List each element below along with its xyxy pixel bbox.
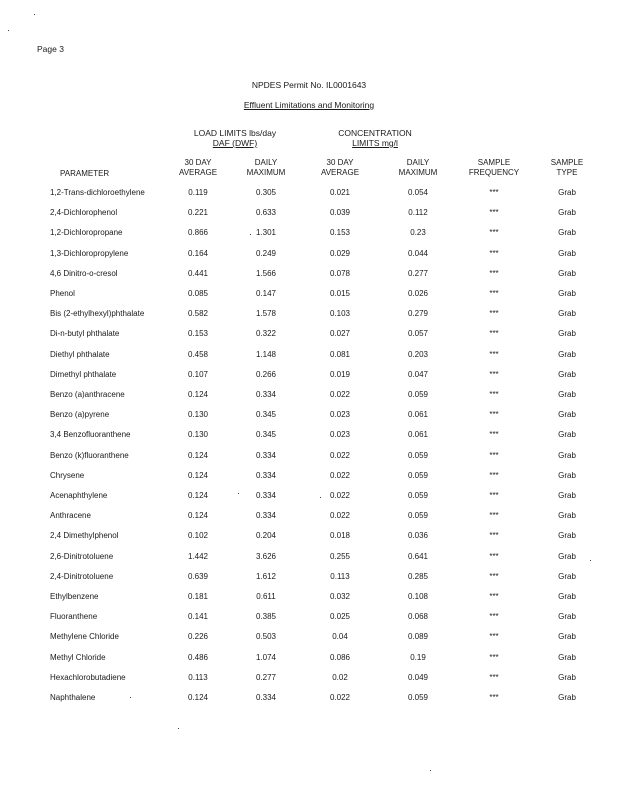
type-cell: Grab [558, 531, 576, 540]
type-cell: Grab [558, 228, 576, 237]
load-max-cell: 0.345 [255, 430, 277, 439]
load-max-cell: 0.334 [255, 511, 277, 520]
scan-speck [590, 560, 591, 561]
frequency-header-line2: FREQUENCY [468, 168, 520, 177]
conc-max-header-line2: MAXIMUM [398, 168, 438, 177]
parameter-cell: Ethylbenzene [50, 592, 99, 601]
frequency-cell: *** [489, 471, 499, 480]
concentration-group-header [315, 128, 435, 148]
frequency-cell: *** [489, 451, 499, 460]
load-avg-cell: 0.124 [187, 511, 209, 520]
load-avg-cell: 0.153 [187, 329, 209, 338]
table-row [0, 249, 618, 261]
type-cell: Grab [558, 289, 576, 298]
load-avg-cell: 0.221 [187, 208, 209, 217]
type-cell: Grab [558, 592, 576, 601]
table-row [0, 269, 618, 281]
parameter-cell: Di-n-butyl phthalate [50, 329, 120, 338]
load-max-cell: 0.385 [255, 612, 277, 621]
frequency-cell: *** [489, 370, 499, 379]
load-avg-header-line2: AVERAGE [178, 168, 218, 177]
conc-avg-header-line2: AVERAGE [320, 168, 360, 177]
conc-max-cell: 0.047 [407, 370, 429, 379]
table-row [0, 410, 618, 422]
type-cell: Grab [558, 350, 576, 359]
conc-max-cell: 0.057 [407, 329, 429, 338]
section-subtitle: Effluent Limitations and Monitoring [243, 100, 375, 110]
type-cell: Grab [558, 572, 576, 581]
load-max-cell: 1.148 [255, 350, 277, 359]
load-avg-cell: 0.866 [187, 228, 209, 237]
parameter-cell: Fluoranthene [50, 612, 98, 621]
type-cell: Grab [558, 390, 576, 399]
conc-avg-cell: 0.255 [329, 552, 351, 561]
table-row [0, 390, 618, 402]
load-max-cell: 0.334 [255, 471, 277, 480]
load-max-cell: 0.503 [255, 632, 277, 641]
load-max-cell: 0.305 [255, 188, 277, 197]
concentration-line2: LIMITS mg/l [352, 138, 398, 148]
parameter-cell: 2,6-Dinitrotoluene [50, 552, 114, 561]
conc-avg-cell: 0.022 [329, 451, 351, 460]
frequency-cell: *** [489, 653, 499, 662]
scan-speck [34, 14, 35, 15]
scan-speck [430, 770, 431, 771]
type-cell: Grab [558, 249, 576, 258]
parameter-cell: 3,4 Benzofluoranthene [50, 430, 131, 439]
load-limits-line1: LOAD LIMITS lbs/day [193, 128, 277, 138]
table-row [0, 471, 618, 483]
table-row [0, 350, 618, 362]
load-avg-cell: 0.582 [187, 309, 209, 318]
type-cell: Grab [558, 612, 576, 621]
frequency-cell: *** [489, 632, 499, 641]
frequency-header-line1: SAMPLE [477, 158, 511, 167]
load-max-cell: 1.074 [255, 653, 277, 662]
parameter-cell: 2,4-Dinitrotoluene [50, 572, 114, 581]
conc-max-cell: 0.277 [407, 269, 429, 278]
frequency-cell: *** [489, 329, 499, 338]
frequency-cell: *** [489, 511, 499, 520]
conc-max-cell: 0.044 [407, 249, 429, 258]
type-cell: Grab [558, 673, 576, 682]
frequency-cell: *** [489, 269, 499, 278]
parameter-cell: 2,4 Dimethylphenol [50, 531, 119, 540]
conc-avg-cell: 0.103 [329, 309, 351, 318]
type-cell: Grab [558, 329, 576, 338]
frequency-cell: *** [489, 228, 499, 237]
load-max-cell: 0.334 [255, 390, 277, 399]
load-avg-cell: 0.119 [188, 188, 208, 197]
type-column-header [551, 158, 583, 178]
conc-avg-cell: 0.153 [329, 228, 351, 237]
frequency-cell: *** [489, 188, 499, 197]
frequency-cell: *** [489, 552, 499, 561]
conc-avg-cell: 0.029 [329, 249, 351, 258]
table-row [0, 289, 618, 301]
load-max-cell: 1.612 [255, 572, 277, 581]
conc-max-cell: 0.059 [407, 390, 429, 399]
load-avg-cell: 0.124 [187, 491, 209, 500]
conc-avg-cell: 0.025 [329, 612, 351, 621]
conc-avg-cell: 0.022 [329, 491, 351, 500]
load-avg-cell: 0.141 [187, 612, 209, 621]
load-avg-cell: 0.441 [187, 269, 209, 278]
type-cell: Grab [558, 491, 576, 500]
conc-max-cell: 0.203 [407, 350, 429, 359]
load-avg-cell: 0.181 [187, 592, 209, 601]
frequency-cell: *** [489, 693, 499, 702]
conc-avg-cell: 0.032 [329, 592, 351, 601]
load-limits-line2: DAF (DWF) [212, 138, 258, 148]
conc-avg-cell: 0.113 [330, 572, 350, 581]
scan-speck [8, 30, 9, 31]
parameter-cell: Naphthalene [50, 693, 96, 702]
parameter-cell: 1,2-Dichloropropane [50, 228, 123, 237]
table-row [0, 531, 618, 543]
parameter-cell: Hexachlorobutadiene [50, 673, 126, 682]
frequency-cell: *** [489, 289, 499, 298]
type-cell: Grab [558, 269, 576, 278]
load-avg-header-line1: 30 DAY [184, 158, 212, 167]
load-avg-cell: 0.639 [187, 572, 209, 581]
frequency-cell: *** [489, 249, 499, 258]
parameter-cell: Chrysene [50, 471, 85, 480]
conc-max-cell: 0.059 [407, 451, 429, 460]
scan-speck [238, 493, 239, 494]
table-row [0, 370, 618, 382]
type-cell: Grab [558, 370, 576, 379]
table-row [0, 612, 618, 624]
scan-speck [320, 497, 321, 498]
conc-max-cell: 0.054 [407, 188, 429, 197]
conc-max-cell: 0.049 [407, 673, 429, 682]
load-avg-cell: 0.130 [187, 430, 209, 439]
conc-avg-cell: 0.019 [329, 370, 351, 379]
permit-title: NPDES Permit No. IL0001643 [251, 80, 367, 90]
parameter-cell: Methylene Chloride [50, 632, 119, 641]
conc-avg-cell: 0.018 [329, 531, 351, 540]
conc-max-cell: 0.059 [407, 471, 429, 480]
load-max-cell: 0.322 [255, 329, 277, 338]
load-max-cell: 1.301 [255, 228, 277, 237]
page-number: Page 3 [37, 44, 64, 54]
conc-max-cell: 0.641 [407, 552, 429, 561]
conc-max-cell: 0.108 [407, 592, 429, 601]
type-cell: Grab [558, 632, 576, 641]
frequency-cell: *** [489, 390, 499, 399]
parameter-cell: Phenol [50, 289, 75, 298]
type-cell: Grab [558, 693, 576, 702]
load-max-cell: 0.204 [255, 531, 277, 540]
load-avg-cell: 0.130 [187, 410, 209, 419]
load-max-cell: 0.266 [255, 370, 277, 379]
table-row [0, 673, 618, 685]
conc-avg-cell: 0.021 [329, 188, 351, 197]
type-cell: Grab [558, 552, 576, 561]
conc-max-cell: 0.19 [410, 653, 426, 662]
conc-max-cell: 0.061 [407, 410, 429, 419]
frequency-cell: *** [489, 350, 499, 359]
table-row [0, 693, 618, 705]
load-max-cell: 0.147 [255, 289, 277, 298]
load-avg-cell: 0.458 [187, 350, 209, 359]
load-avg-cell: 0.124 [187, 693, 209, 702]
frequency-cell: *** [489, 491, 499, 500]
conc-max-cell: 0.112 [408, 208, 428, 217]
load-max-cell: 0.334 [255, 451, 277, 460]
load-max-column-header [247, 158, 286, 178]
load-avg-cell: 0.124 [187, 390, 209, 399]
conc-avg-cell: 0.022 [329, 390, 351, 399]
parameter-cell: Benzo (a)anthracene [50, 390, 125, 399]
frequency-cell: *** [489, 531, 499, 540]
type-cell: Grab [558, 208, 576, 217]
type-cell: Grab [558, 471, 576, 480]
table-row [0, 451, 618, 463]
conc-avg-cell: 0.027 [329, 329, 351, 338]
parameter-cell: 1,3-Dichloropropylene [50, 249, 129, 258]
conc-avg-cell: 0.023 [329, 410, 351, 419]
parameter-cell: 1,2-Trans-dichloroethylene [50, 188, 145, 197]
conc-avg-cell: 0.022 [329, 511, 351, 520]
parameter-cell: Benzo (a)pyrene [50, 410, 110, 419]
table-row [0, 552, 618, 564]
load-avg-cell: 0.124 [187, 471, 209, 480]
load-max-cell: 0.345 [255, 410, 277, 419]
load-avg-cell: 0.486 [187, 653, 209, 662]
parameter-cell: Bis (2-ethylhexyl)phthalate [50, 309, 145, 318]
load-max-cell: 1.566 [255, 269, 277, 278]
conc-max-cell: 0.059 [407, 491, 429, 500]
type-header-line1: SAMPLE [550, 158, 584, 167]
frequency-cell: *** [489, 309, 499, 318]
conc-avg-column-header [321, 158, 359, 178]
conc-avg-cell: 0.015 [329, 289, 351, 298]
load-max-header-line2: MAXIMUM [246, 168, 286, 177]
parameter-cell: 4,6 Dinitro-o-cresol [50, 269, 118, 278]
frequency-cell: *** [489, 612, 499, 621]
load-avg-column-header [179, 158, 217, 178]
conc-avg-cell: 0.039 [329, 208, 351, 217]
conc-max-header-line1: DAILY [406, 158, 430, 167]
table-row [0, 632, 618, 644]
conc-avg-cell: 0.023 [329, 430, 351, 439]
conc-max-cell: 0.089 [407, 632, 429, 641]
table-row [0, 511, 618, 523]
parameter-column-header: PARAMETER [60, 169, 110, 178]
parameter-cell: Acenaphthylene [50, 491, 108, 500]
type-cell: Grab [558, 410, 576, 419]
table-row [0, 592, 618, 604]
type-cell: Grab [558, 188, 576, 197]
parameter-cell: Benzo (k)fluoranthene [50, 451, 129, 460]
load-avg-cell: 1.442 [187, 552, 209, 561]
conc-avg-cell: 0.04 [332, 632, 348, 641]
parameter-cell: Dimethyl phthalate [50, 370, 117, 379]
parameter-cell: Methyl Chloride [50, 653, 106, 662]
table-row [0, 329, 618, 341]
table-row [0, 653, 618, 665]
table-row [0, 188, 618, 200]
concentration-line1: CONCENTRATION [338, 128, 412, 138]
scan-speck [178, 728, 179, 729]
load-max-cell: 0.633 [255, 208, 277, 217]
load-avg-cell: 0.226 [187, 632, 209, 641]
load-avg-cell: 0.124 [187, 451, 209, 460]
frequency-cell: *** [489, 592, 499, 601]
frequency-cell: *** [489, 572, 499, 581]
load-limits-group-header [175, 128, 295, 148]
conc-avg-header-line1: 30 DAY [326, 158, 354, 167]
parameter-cell: 2,4-Dichlorophenol [50, 208, 118, 217]
conc-avg-cell: 0.022 [329, 693, 351, 702]
load-max-cell: 1.578 [255, 309, 277, 318]
load-max-cell: 0.611 [256, 592, 276, 601]
conc-max-cell: 0.068 [407, 612, 429, 621]
frequency-cell: *** [489, 208, 499, 217]
parameter-cell: Diethyl phthalate [50, 350, 110, 359]
type-cell: Grab [558, 653, 576, 662]
conc-max-cell: 0.285 [407, 572, 429, 581]
conc-avg-cell: 0.081 [329, 350, 351, 359]
conc-max-cell: 0.23 [410, 228, 426, 237]
conc-max-cell: 0.061 [407, 430, 429, 439]
type-cell: Grab [558, 309, 576, 318]
conc-avg-cell: 0.078 [329, 269, 351, 278]
conc-max-cell: 0.026 [407, 289, 429, 298]
scan-speck [250, 234, 251, 235]
scan-speck [130, 697, 131, 698]
table-row [0, 491, 618, 503]
frequency-cell: *** [489, 430, 499, 439]
conc-max-cell: 0.036 [407, 531, 429, 540]
type-cell: Grab [558, 451, 576, 460]
load-avg-cell: 0.107 [187, 370, 209, 379]
load-avg-cell: 0.085 [187, 289, 209, 298]
conc-avg-cell: 0.086 [329, 653, 351, 662]
table-row [0, 572, 618, 584]
table-row [0, 208, 618, 220]
load-max-cell: 0.334 [255, 491, 277, 500]
load-avg-cell: 0.113 [188, 673, 208, 682]
conc-avg-cell: 0.02 [332, 673, 348, 682]
load-avg-cell: 0.102 [187, 531, 209, 540]
conc-max-cell: 0.059 [407, 511, 429, 520]
type-header-line2: TYPE [556, 168, 578, 177]
conc-max-cell: 0.279 [407, 309, 429, 318]
load-max-header-line1: DAILY [254, 158, 278, 167]
table-row [0, 309, 618, 321]
conc-max-column-header [399, 158, 438, 178]
load-avg-cell: 0.164 [187, 249, 209, 258]
load-max-cell: 3.626 [255, 552, 277, 561]
conc-max-cell: 0.059 [407, 693, 429, 702]
type-cell: Grab [558, 430, 576, 439]
load-max-cell: 0.249 [255, 249, 277, 258]
frequency-cell: *** [489, 673, 499, 682]
table-row [0, 228, 618, 240]
conc-avg-cell: 0.022 [329, 471, 351, 480]
frequency-column-header [469, 158, 519, 178]
load-max-cell: 0.277 [255, 673, 277, 682]
type-cell: Grab [558, 511, 576, 520]
frequency-cell: *** [489, 410, 499, 419]
table-row [0, 430, 618, 442]
parameter-cell: Anthracene [50, 511, 91, 520]
load-max-cell: 0.334 [255, 693, 277, 702]
